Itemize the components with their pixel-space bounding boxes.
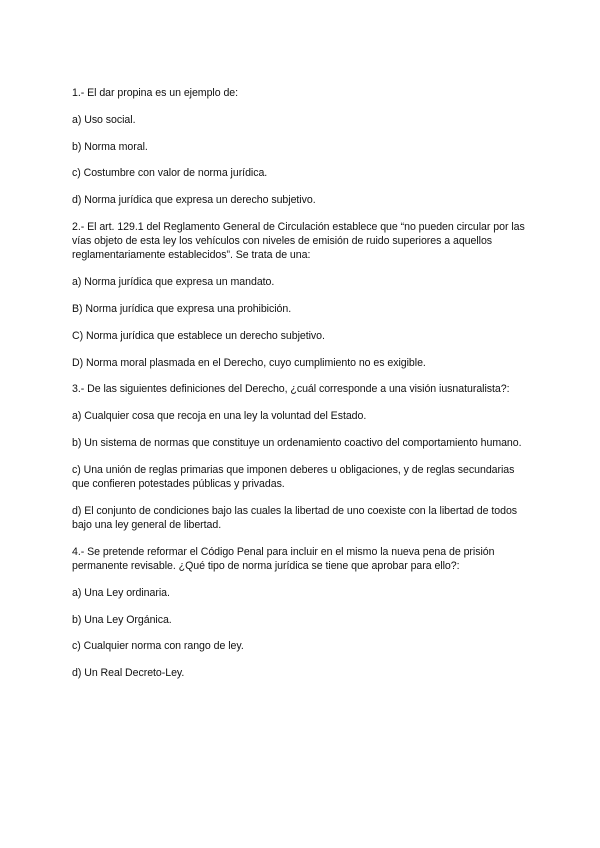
question-3-option-a: a) Cualquier cosa que recoja en una ley la voluntad del Estado. [72, 410, 367, 423]
question-4-option-a: a) Una Ley ordinaria. [72, 586, 170, 599]
question-3-option-c: c) Una unión de reglas primarias que imponen deberes u obligaciones, y de reglas secundarias que confieren potestades públicas y privadas. [72, 463, 515, 490]
question-1-option-b: b) Norma moral. [72, 140, 148, 153]
question-2-option-d: D) Norma moral plasmada en el Derecho, cuyo cumplimiento no es exigible. [72, 356, 426, 369]
question-4-option-b: b) Una Ley Orgánica. [72, 613, 172, 626]
question-4-option-d: d) Un Real Decreto-Ley. [72, 667, 185, 680]
question-2-option-b: B) Norma jurídica que expresa una prohibición. [72, 302, 292, 315]
question-1-option-a: a) Uso social. [72, 113, 136, 126]
question-3-text: 3.- De las siguientes definiciones del Derecho, ¿cuál corresponde a una visión iusnaturalista?: [72, 383, 510, 396]
question-2-option-c: C) Norma jurídica que establece un derecho subjetivo. [72, 329, 325, 342]
question-3-option-b: b) Un sistema de normas que constituye un ordenamiento coactivo del comportamiento humano. [72, 436, 522, 449]
question-1-option-c: c) Costumbre con valor de norma jurídica. [72, 167, 268, 180]
document-body [72, 86, 528, 693]
question-4-option-c: c) Cualquier norma con rango de ley. [72, 640, 244, 653]
question-2-option-a: a) Norma jurídica que expresa un mandato. [72, 276, 275, 289]
question-2-text: 2.- El art. 129.1 del Reglamento General de Circulación establece que “no pueden circular por las vías objeto de esta ley los vehículos con niveles de emisión de ruido superiores a aquellos reglamentariamente establecidos”. Se trata de una: [72, 220, 525, 262]
question-3-option-d: d) El conjunto de condiciones bajo las cuales la libertad de uno coexiste con la libertad de todos bajo una ley general de libertad. [72, 504, 518, 531]
question-4-text: 4.- Se pretende reformar el Código Penal para incluir en el mismo la nueva pena de prisión permanente revisable. ¿Qué tipo de norma jurídica se tiene que aprobar para ello?: [72, 545, 495, 572]
question-1-text: 1.- El dar propina es un ejemplo de: [72, 87, 239, 99]
question-1-option-d: d) Norma jurídica que expresa un derecho subjetivo. [72, 194, 316, 207]
